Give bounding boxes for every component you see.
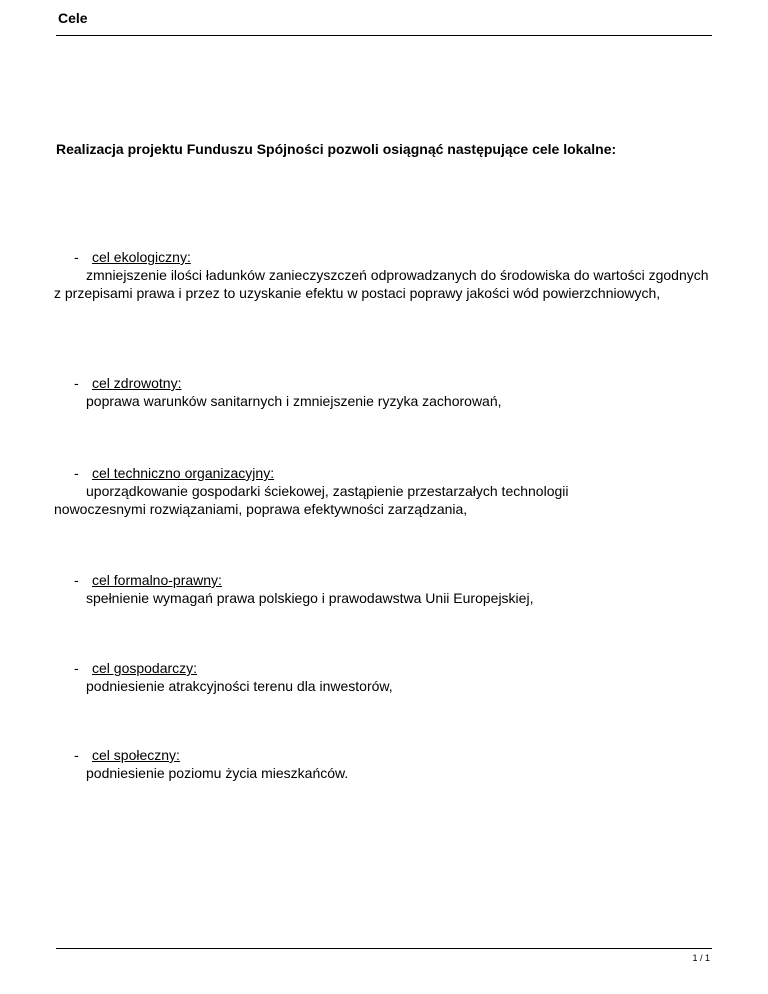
goal-description: poprawa warunków sanitarnych i zmniejszenie ryzyka zachorowań,	[86, 393, 502, 409]
goal-item	[56, 571, 716, 607]
page-header-title: Cele	[58, 10, 88, 26]
goal-description: zmniejszenie ilości ładunków zanieczyszczeń odprowadzanych do środowiska do wartości zgodnych z przepisami prawa i przez to uzyskanie efektu w postaci poprawy jakości wód powierzchniowych,	[54, 267, 709, 301]
goal-item	[56, 464, 716, 518]
goal-label: cel ekologiczny:	[92, 249, 191, 265]
goal-description: uporządkowanie gospodarki ściekowej, zastąpienie przestarzałych technologii nowoczesnymi rozwiązaniami, poprawa efektywności zarządzania,	[54, 483, 569, 517]
footer-divider	[56, 948, 712, 949]
goal-description: spełnienie wymagań prawa polskiego i prawodawstwa Unii Europejskiej,	[86, 590, 534, 606]
goal-label: cel gospodarczy:	[92, 660, 198, 676]
goal-label: cel społeczny:	[92, 747, 180, 763]
goal-bullet: -	[74, 747, 79, 763]
goal-label: cel formalno-prawny:	[92, 572, 222, 588]
goal-bullet: -	[74, 249, 79, 265]
goal-bullet: -	[74, 660, 79, 676]
goal-description: podniesienie atrakcyjności terenu dla inwestorów,	[86, 678, 393, 694]
header-divider	[56, 35, 712, 36]
goal-item	[56, 374, 716, 410]
goal-label: cel techniczno organizacyjny:	[92, 465, 275, 481]
goal-item	[56, 746, 716, 782]
goal-description: podniesienie poziomu życia mieszkańców.	[86, 765, 349, 781]
goal-bullet: -	[74, 572, 79, 588]
goal-bullet: -	[74, 465, 79, 481]
goal-bullet: -	[74, 375, 79, 391]
goal-item	[56, 659, 716, 695]
goal-label: cel zdrowotny:	[92, 375, 182, 391]
goal-item	[56, 248, 716, 302]
page-number: 1 / 1	[692, 953, 710, 963]
intro-heading: Realizacja projektu Funduszu Spójności pozwoli osiągnąć następujące cele lokalne:	[56, 141, 617, 157]
